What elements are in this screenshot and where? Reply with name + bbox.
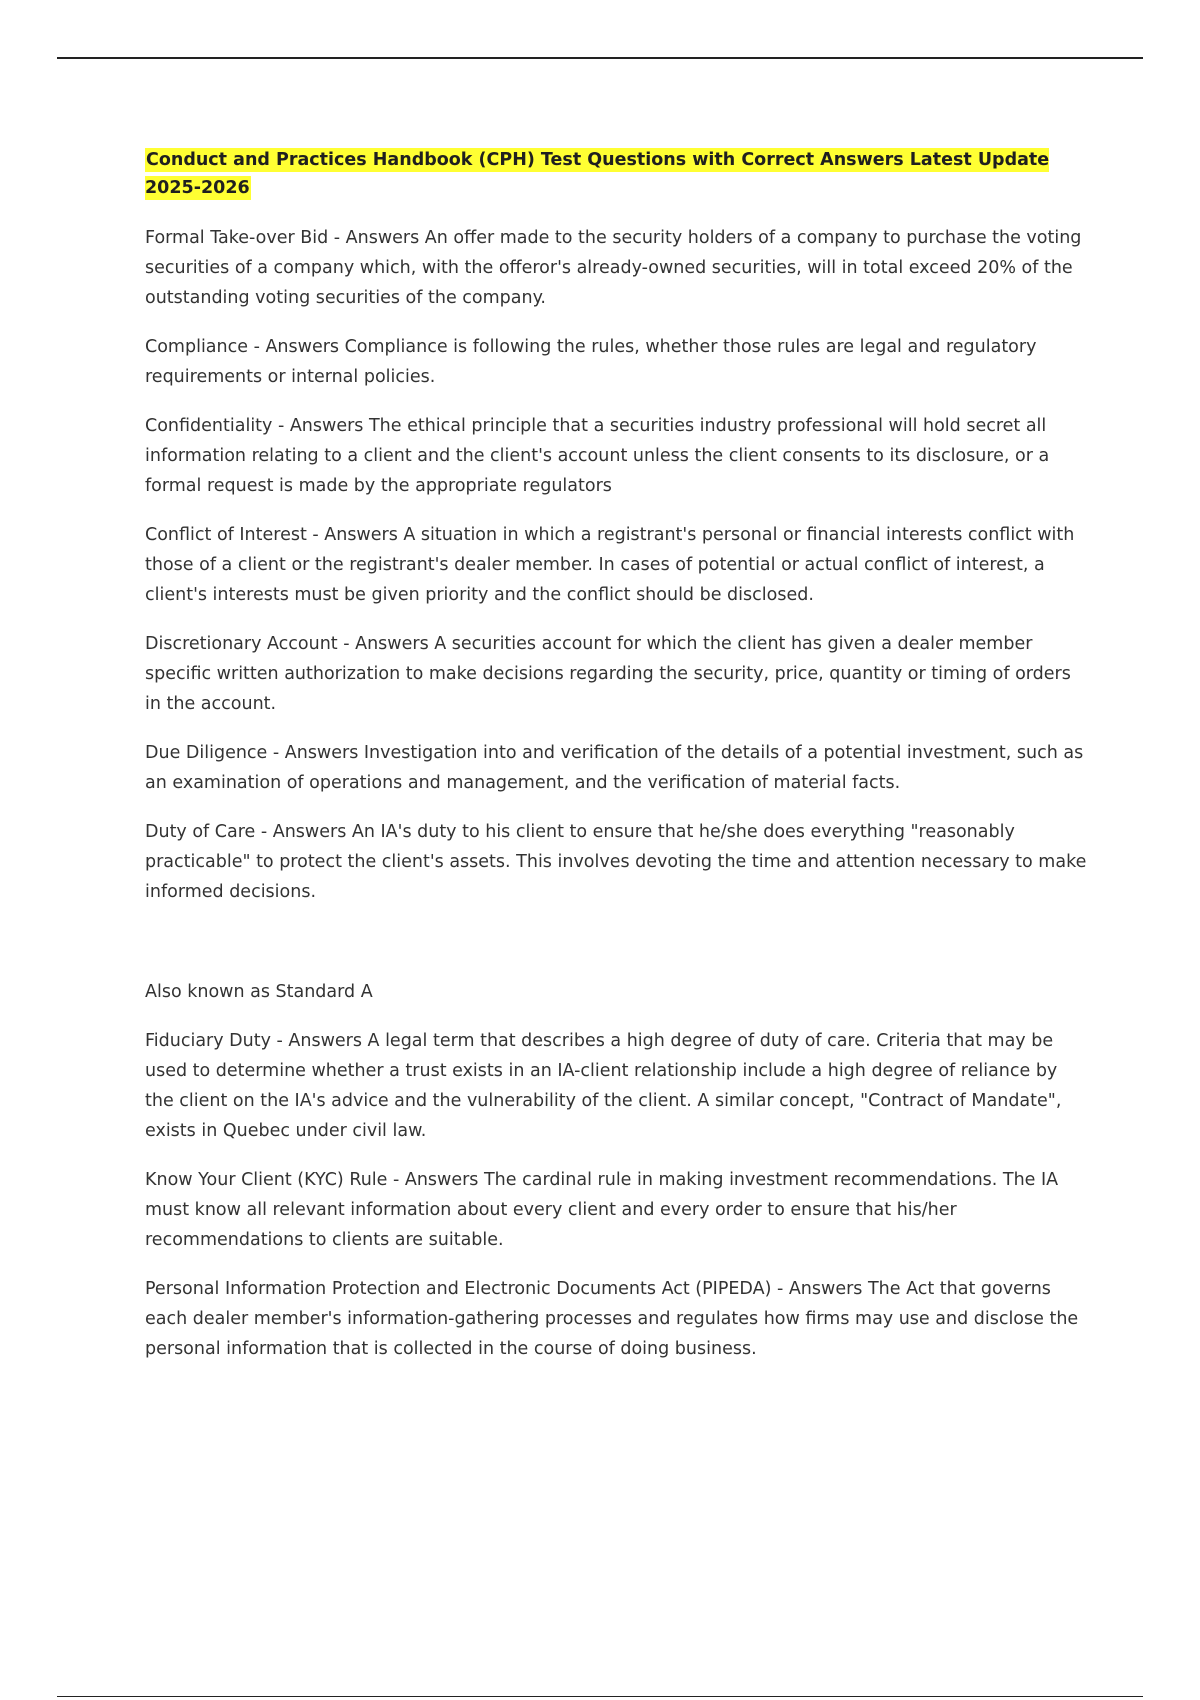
entry-also-known-as: Also known as Standard A — [145, 982, 373, 1002]
header-rule — [57, 57, 1143, 59]
entry-due-diligence: Due Diligence - Answers Investigation into and verification of the details of a potential investment, such as an examination of operations and management, and the verification of material facts. — [145, 743, 1084, 793]
title-highlight: Conduct and Practices Handbook (CPH) Test Questions with Correct Answers Latest Update 2025-2026 — [145, 150, 1050, 198]
entry-fiduciary-duty: Fiduciary Duty - Answers A legal term that describes a high degree of duty of care. Criteria that may be used to determine whether a trust exists in an IA-client relationship include a high degree of reliance by the client on the IA's advice and the vulnerability of the client. A similar concept, "Contract of Mandate", exists in Quebec under civil law. — [145, 1031, 1062, 1141]
entry-confidentiality: Confidentiality - Answers The ethical principle that a securities industry professional will hold secret all information relating to a client and the client's account unless the client consents to its disclosure, or a formal request is made by the appropriate regulators — [145, 416, 1050, 496]
entry-discretionary-account: Discretionary Account - Answers A securities account for which the client has given a dealer member specific written authorization to make decisions regarding the security, price, quantity or timing of orders in the account. — [145, 634, 1071, 714]
entry-pipeda: Personal Information Protection and Electronic Documents Act (PIPEDA) - Answers The Act that governs each dealer member's information-gathering processes and regulates how firms may use and disclose the personal information that is collected in the course of doing business. — [145, 1279, 1079, 1359]
entry-formal-take-over-bid: Formal Take-over Bid - Answers An offer made to the security holders of a company to purchase the voting securities of a company which, with the offeror's already-owned securities, will in total exceed 20% of the outstanding voting securities of the company. — [145, 228, 1082, 308]
entry-know-your-client: Know Your Client (KYC) Rule - Answers The cardinal rule in making investment recommendations. The IA must know all relevant information about every client and every order to ensure that his/her recommendations to clients are suitable. — [145, 1170, 1059, 1250]
footer-rule — [57, 1696, 1143, 1697]
entry-conflict-of-interest: Conflict of Interest - Answers A situation in which a registrant's personal or financial interests conflict with those of a client or the registrant's dealer member. In cases of potential or actual conflict of interest, a client's interests must be given priority and the conflict should be disclosed. — [145, 525, 1075, 605]
document-body — [145, 146, 1090, 1383]
entry-compliance: Compliance - Answers Compliance is following the rules, whether those rules are legal and regulatory requirements or internal policies. — [145, 337, 1037, 387]
document-title — [145, 146, 1090, 202]
entry-duty-of-care: Duty of Care - Answers An IA's duty to his client to ensure that he/she does everything "reasonably practicable" to protect the client's assets. This involves devoting the time and attention necessary to make informed decisions. — [145, 822, 1087, 902]
